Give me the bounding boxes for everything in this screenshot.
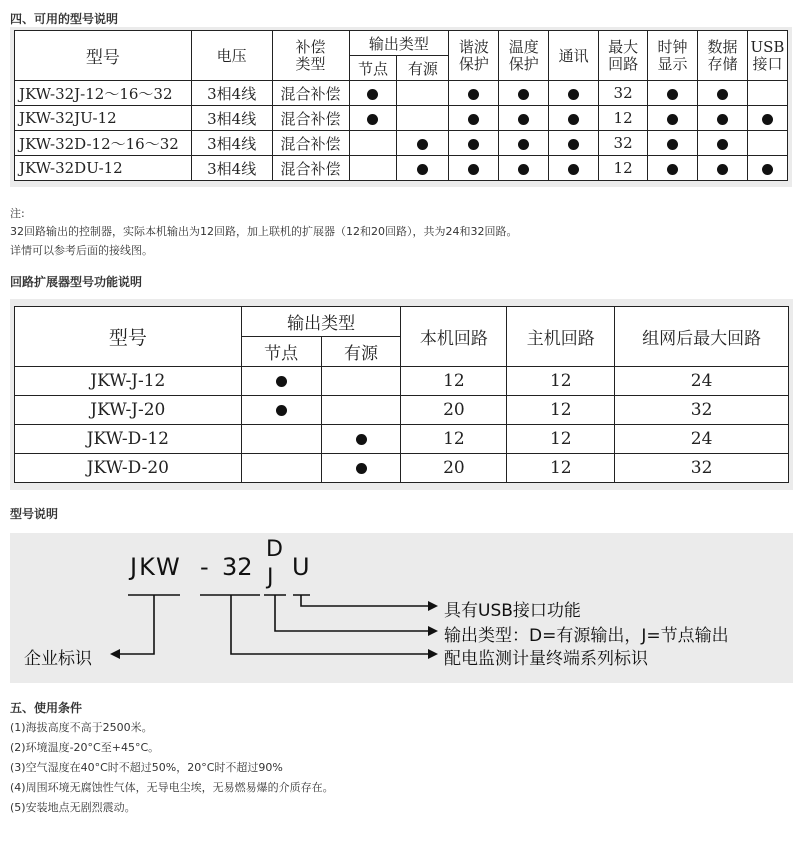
leader-lines xyxy=(10,533,793,683)
cell-active xyxy=(397,106,449,131)
header-maxloop: 最大 回路 xyxy=(599,31,648,81)
table-row xyxy=(15,367,789,396)
header-active: 有源 xyxy=(397,56,449,81)
table-row xyxy=(15,396,789,425)
cell-storage xyxy=(697,81,747,106)
note-line-1: 32回路输出的控制器，实际本机输出为12回路，加上联机的扩展器（12和20回路），共为24和32回路。 xyxy=(10,225,518,238)
header-harmonic: 谐波 保护 xyxy=(449,31,499,81)
dot-mark xyxy=(367,114,378,125)
dot-mark xyxy=(717,89,728,100)
exp-header-network: 组网后最大回路 xyxy=(615,307,789,367)
cell-active xyxy=(321,367,401,396)
cell-clock xyxy=(648,106,698,131)
cell-usb xyxy=(747,156,787,181)
cell-harmonic xyxy=(449,131,499,156)
dot-mark xyxy=(468,164,479,175)
cell-network: 32 xyxy=(615,454,789,483)
dot-mark xyxy=(568,89,579,100)
dot-mark xyxy=(717,114,728,125)
cell-model: JKW-32J-12～16～32 xyxy=(15,81,192,106)
cell-clock xyxy=(648,131,698,156)
code-j: J xyxy=(267,565,274,590)
dot-mark xyxy=(367,89,378,100)
label-series: 配电监测计量终端系列标识 xyxy=(444,649,648,669)
cell-node xyxy=(241,367,321,396)
cell-harmonic xyxy=(449,156,499,181)
cell-host: 12 xyxy=(507,367,615,396)
condition-item: (3)空气湿度在40°C时不超过50%，20°C时不超过90% xyxy=(10,761,283,774)
dot-mark xyxy=(417,139,428,150)
cell-host: 12 xyxy=(507,396,615,425)
cell-active xyxy=(321,454,401,483)
code-u: U xyxy=(292,553,310,581)
dot-mark xyxy=(717,164,728,175)
cell-local: 20 xyxy=(401,396,507,425)
note-label: 注: xyxy=(10,207,25,220)
table-row xyxy=(15,425,789,454)
dot-mark xyxy=(518,114,529,125)
exp-header-output: 输出类型 xyxy=(241,307,401,337)
header-voltage: 电压 xyxy=(191,31,272,81)
cell-model: JKW-32JU-12 xyxy=(15,106,192,131)
table-row xyxy=(15,81,788,106)
header-comm: 通讯 xyxy=(549,31,599,81)
cell-storage xyxy=(697,156,747,181)
cell-active xyxy=(321,425,401,454)
cell-host: 12 xyxy=(507,454,615,483)
dot-mark xyxy=(568,139,579,150)
cell-network: 32 xyxy=(615,396,789,425)
model-table-container xyxy=(10,27,792,187)
cell-comp: 混合补偿 xyxy=(272,131,349,156)
table-row xyxy=(15,106,788,131)
code-dash: - xyxy=(200,553,209,581)
cell-comp: 混合补偿 xyxy=(272,81,349,106)
cell-temp xyxy=(499,131,549,156)
dot-mark xyxy=(417,164,428,175)
cell-active xyxy=(397,131,449,156)
exp-header-local: 本机回路 xyxy=(401,307,507,367)
cell-temp xyxy=(499,81,549,106)
section5-title: 五、使用条件 xyxy=(10,701,83,715)
cell-harmonic xyxy=(449,106,499,131)
cell-node xyxy=(241,396,321,425)
cell-usb xyxy=(747,106,787,131)
cell-node xyxy=(349,156,397,181)
dot-mark xyxy=(667,164,678,175)
table-row xyxy=(15,131,788,156)
condition-item: (1)海拔高度不高于2500米。 xyxy=(10,721,153,734)
cell-voltage: 3相4线 xyxy=(191,81,272,106)
cell-node xyxy=(349,106,397,131)
cell-voltage: 3相4线 xyxy=(191,156,272,181)
cell-voltage: 3相4线 xyxy=(191,106,272,131)
section4-title: 四、可用的型号说明 xyxy=(10,12,119,26)
dot-mark xyxy=(568,114,579,125)
cell-maxloop: 12 xyxy=(599,106,648,131)
cell-active xyxy=(397,156,449,181)
cell-maxloop: 12 xyxy=(599,156,648,181)
dot-mark xyxy=(356,463,367,474)
cell-node xyxy=(241,425,321,454)
model-table xyxy=(14,30,788,181)
model-desc-title: 型号说明 xyxy=(10,507,59,521)
condition-item: (2)环境温度-20°C至+45°C。 xyxy=(10,741,160,754)
cell-usb xyxy=(747,81,787,106)
code-jkw: JKW xyxy=(130,553,182,581)
expander-table-container xyxy=(10,299,793,490)
code-d: D xyxy=(266,537,283,562)
cell-comm xyxy=(549,156,599,181)
cell-model: JKW-32DU-12 xyxy=(15,156,192,181)
cell-maxloop: 32 xyxy=(599,81,648,106)
cell-model: JKW-D-12 xyxy=(15,425,242,454)
dot-mark xyxy=(518,89,529,100)
exp-header-model: 型号 xyxy=(15,307,242,367)
cell-model: JKW-32D-12～16～32 xyxy=(15,131,192,156)
cell-temp xyxy=(499,156,549,181)
cell-maxloop: 32 xyxy=(599,131,648,156)
dot-mark xyxy=(717,139,728,150)
label-usb: 具有USB接口功能 xyxy=(444,601,581,621)
dot-mark xyxy=(762,114,773,125)
cell-model: JKW-D-20 xyxy=(15,454,242,483)
expander-table xyxy=(14,306,789,483)
dot-mark xyxy=(276,376,287,387)
cell-model: JKW-J-12 xyxy=(15,367,242,396)
table-row xyxy=(15,156,788,181)
header-output-type: 输出类型 xyxy=(349,31,449,56)
cell-node xyxy=(349,81,397,106)
cell-host: 12 xyxy=(507,425,615,454)
cell-harmonic xyxy=(449,81,499,106)
expander-title: 回路扩展器型号功能说明 xyxy=(10,275,143,289)
header-temp: 温度 保护 xyxy=(499,31,549,81)
cell-usb xyxy=(747,131,787,156)
cell-comp: 混合补偿 xyxy=(272,106,349,131)
dot-mark xyxy=(518,164,529,175)
dot-mark xyxy=(568,164,579,175)
cell-node xyxy=(241,454,321,483)
cell-local: 20 xyxy=(401,454,507,483)
cell-node xyxy=(349,131,397,156)
code-32: 32 xyxy=(222,553,253,581)
label-company: 企业标识 xyxy=(24,649,92,669)
dot-mark xyxy=(468,89,479,100)
cell-comm xyxy=(549,106,599,131)
cell-local: 12 xyxy=(401,425,507,454)
dot-mark xyxy=(667,89,678,100)
dot-mark xyxy=(468,114,479,125)
header-node: 节点 xyxy=(349,56,397,81)
cell-active xyxy=(397,81,449,106)
dot-mark xyxy=(468,139,479,150)
cell-storage xyxy=(697,106,747,131)
header-usb: USB 接口 xyxy=(747,31,787,81)
dot-mark xyxy=(356,434,367,445)
exp-header-host: 主机回路 xyxy=(507,307,615,367)
exp-header-node: 节点 xyxy=(241,337,321,367)
cell-comm xyxy=(549,131,599,156)
cell-clock xyxy=(648,156,698,181)
cell-active xyxy=(321,396,401,425)
header-clock: 时钟 显示 xyxy=(648,31,698,81)
header-comp-type: 补偿 类型 xyxy=(272,31,349,81)
dot-mark xyxy=(762,164,773,175)
table-row xyxy=(15,454,789,483)
condition-item: (4)周围环境无腐蚀性气体，无导电尘埃，无易燃易爆的介质存在。 xyxy=(10,781,334,794)
note-line-2: 详情可以参考后面的接线图。 xyxy=(10,244,153,257)
cell-storage xyxy=(697,131,747,156)
exp-header-active: 有源 xyxy=(321,337,401,367)
dot-mark xyxy=(276,405,287,416)
cell-local: 12 xyxy=(401,367,507,396)
dot-mark xyxy=(667,139,678,150)
cell-comp: 混合补偿 xyxy=(272,156,349,181)
dot-mark xyxy=(518,139,529,150)
cell-voltage: 3相4线 xyxy=(191,131,272,156)
cell-model: JKW-J-20 xyxy=(15,396,242,425)
label-output: 输出类型：D=有源输出，J=节点输出 xyxy=(444,626,729,646)
cell-network: 24 xyxy=(615,425,789,454)
cell-comm xyxy=(549,81,599,106)
cell-network: 24 xyxy=(615,367,789,396)
header-model: 型号 xyxy=(15,31,192,81)
cell-temp xyxy=(499,106,549,131)
cell-clock xyxy=(648,81,698,106)
dot-mark xyxy=(667,114,678,125)
condition-item: (5)安装地点无剧烈震动。 xyxy=(10,801,136,814)
model-code-diagram xyxy=(10,533,793,683)
header-storage: 数据 存储 xyxy=(697,31,747,81)
